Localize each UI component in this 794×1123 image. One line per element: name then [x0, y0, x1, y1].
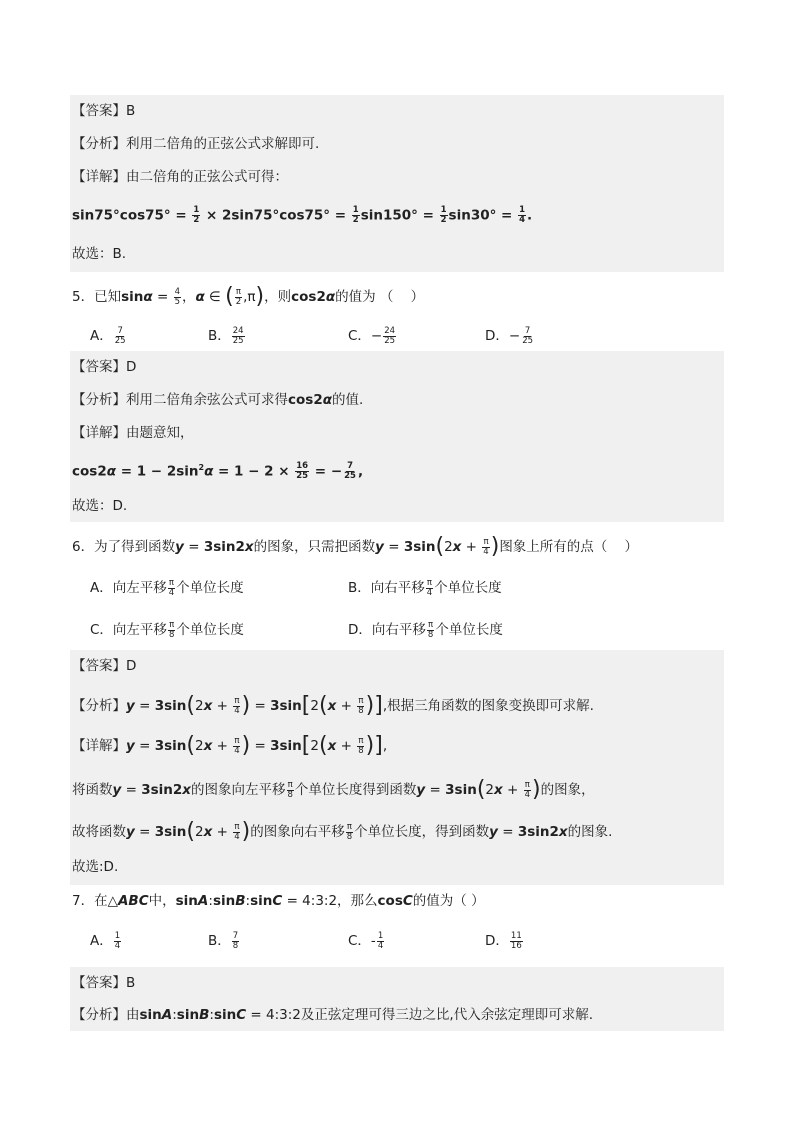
answer-text: 【答案】B — [72, 975, 136, 991]
question-7-stem: 7．在△ABC中，sinA:sinB:sinC = 4:3:2，那么cosC的值为（ ） — [72, 893, 485, 909]
option-a[interactable]: A．向左平移 $\frac{\pi}{4}$ 个单位长度 — [90, 577, 244, 598]
option-b[interactable]: B． $\frac{7}{8}$ — [208, 930, 239, 951]
choice-row-q5 — [70, 490, 724, 522]
detail-text: 【详解】由二倍角的正弦公式可得： — [72, 169, 288, 185]
question-number: 5． — [72, 289, 95, 305]
option-a[interactable]: A． $\frac{7}{25}$ — [90, 325, 126, 346]
option-b[interactable]: B． $\frac{24}{25}$ — [208, 325, 244, 346]
document-page — [70, 95, 724, 1031]
choice-text: 故选:D. — [72, 859, 119, 875]
analysis-row-q4 — [70, 128, 724, 161]
option-c[interactable]: C．向左平移 $\frac{\pi}{8}$ 个单位长度 — [90, 619, 244, 640]
option-c[interactable]: C．- $\frac{1}{4}$ — [348, 930, 384, 951]
step1-row-q6: 将函数y = 3sin2x的图象向左平移 $\frac{\pi}{8}$ 个单位长度得到函数y = 3sin(2x + $\frac{\pi}{4}$ )的图象， — [70, 767, 724, 809]
option-d[interactable]: D．− $\frac{7}{25}$ — [485, 325, 534, 346]
detail-row-q4 — [70, 161, 724, 194]
question-6-options-row1 — [70, 566, 724, 608]
formula-q5: $\cos 2\alpha = 1 - 2\sin^2\alpha = 1 - 2$ × $\frac{16}{25}$ = − $\frac{7}{25}$ , — [72, 461, 364, 481]
question-6-options-row2 — [70, 608, 724, 650]
option-d[interactable]: D．向右平移 $\frac{\pi}{8}$ 个单位长度 — [348, 619, 503, 640]
option-b[interactable]: B．向右平移 $\frac{\pi}{4}$ 个单位长度 — [348, 577, 502, 598]
answer-row-q4 — [70, 95, 724, 128]
answer-row-q5 — [70, 351, 724, 384]
option-c[interactable]: C．− $\frac{24}{25}$ — [348, 325, 396, 346]
detail-row-q5 — [70, 417, 724, 450]
formula-q4: sin75°cos75° = $\frac{1}{2}$ × 2sin75°cos75° = $\frac{1}{2}$ sin150° = $\frac{1}{2}$ sin30° = $\frac{1}{4}$ . — [72, 205, 533, 225]
formula-row-q5 — [70, 450, 724, 490]
choice-row-q6 — [70, 851, 724, 885]
analysis-row-q6: 【分析】y = 3sin(2x + $\frac{\pi}{4}$ ) = 3sin[2(x + $\frac{\pi}{8}$ )],根据三角函数的图象变换即可求解. — [70, 683, 724, 723]
answer-text: 【答案】D — [72, 359, 137, 375]
choice-text: 故选：B. — [72, 246, 127, 262]
question-5-stem: 5．已知sinα = $\frac{4}{5}$ ，α ∈ ( $\frac{\pi}{2}$ ,π)，则cos2α的值为 （ ） — [72, 284, 425, 309]
answer-row-q7 — [70, 967, 724, 999]
question-6-stem: 6．为了得到函数y = 3sin2x的图象，只需把函数y = 3sin(2x + $\frac{\pi}{4}$ )图象上所有的点（ ） — [72, 534, 638, 559]
question-7-options — [70, 919, 724, 961]
analysis-row-q7: 【分析】由sinA:sinB:sinC = 4:3:2及正弦定理可得三边之比,代入余弦定理即可求解. — [70, 999, 724, 1031]
choice-row-q4 — [70, 238, 724, 272]
question-number: 7． — [72, 893, 95, 909]
analysis-text: 【分析】利用二倍角的正弦公式求解即可. — [72, 136, 320, 152]
choice-text: 故选：D. — [72, 498, 128, 514]
detail-row-q6: 【详解】y = 3sin(2x + $\frac{\pi}{4}$ ) = 3sin[2(x + $\frac{\pi}{8}$ )], — [70, 723, 724, 767]
analysis-row-q5: 【分析】利用二倍角余弦公式可求得cos2α的值. — [70, 384, 724, 417]
question-number: 6． — [72, 539, 95, 555]
answer-text: 【答案】B — [72, 103, 136, 119]
answer-row-q6 — [70, 650, 724, 683]
question-5-options — [70, 316, 724, 346]
answer-text: 【答案】D — [72, 658, 137, 674]
option-d[interactable]: D． $\frac{11}{16}$ — [485, 930, 522, 951]
formula-row-q4 — [70, 194, 724, 238]
step2-row-q6: 故将函数y = 3sin(2x + $\frac{\pi}{4}$ )的图象向右平移 $\frac{\pi}{8}$ 个单位长度，得到函数y = 3sin2x的图象. — [70, 809, 724, 851]
detail-text: 【详解】由题意知， — [72, 425, 194, 441]
option-a[interactable]: A． $\frac{1}{4}$ — [90, 930, 121, 951]
